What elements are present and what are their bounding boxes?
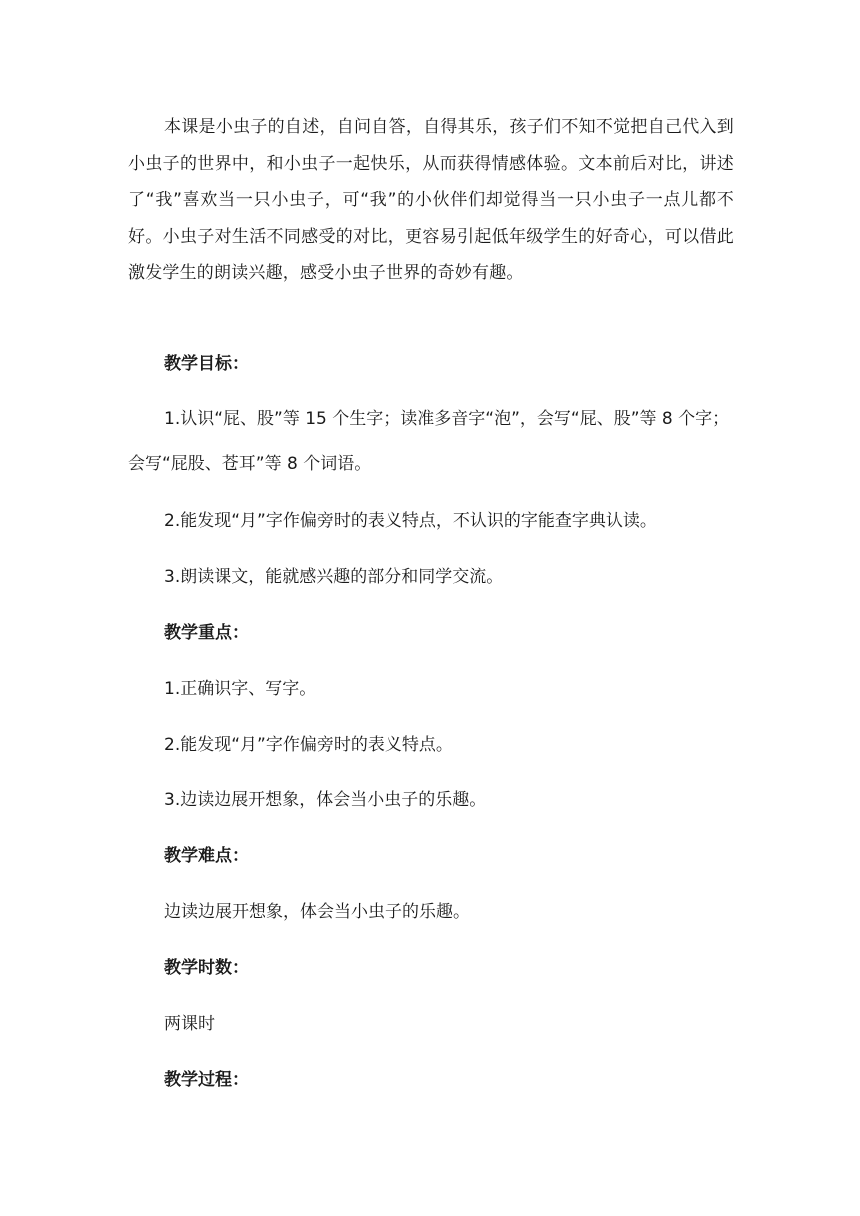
key-point-item-2: 2.能发现“月”字作偏旁时的表义特点。: [164, 735, 453, 755]
duration-text: 两课时: [164, 1014, 215, 1034]
key-point-item-3: 3.边读边展开想象，体会当小虫子的乐趣。: [164, 790, 487, 810]
objective-item-1: 1.认识“屁、股”等 15 个生字；读准多音字“泡”，会写“屁、股”等 8 个字；会写“屁股、苍耳”等 8 个词语。: [128, 409, 730, 474]
difficulties-heading: 教学难点：: [164, 846, 249, 866]
key-point-item-1: 1.正确识字、写字。: [164, 679, 317, 699]
key-points-heading: 教学重点：: [164, 623, 249, 643]
intro-paragraph: 本课是小虫子的自述，自问自答，自得其乐，孩子们不知不觉把自己代入到小虫子的世界中，和小虫子一起快乐，从而获得情感体验。文本前后对比，讲述了“我”喜欢当一只小虫子，可“我”的小伙伴们却觉得当一只小虫子一点儿都不好。小虫子对生活不同感受的对比，更容易引起低年级学生的好奇心，可以借此激发学生的朗读兴趣，感受小虫子世界的奇妙有趣。: [128, 117, 734, 283]
duration-heading: 教学时数：: [164, 958, 249, 978]
difficulties-text: 边读边展开想象，体会当小虫子的乐趣。: [164, 902, 470, 922]
objectives-heading: 教学目标：: [164, 354, 249, 374]
objective-item-3: 3.朗读课文，能就感兴趣的部分和同学交流。: [164, 567, 504, 587]
process-heading: 教学过程：: [164, 1070, 249, 1090]
objective-item-2: 2.能发现“月”字作偏旁时的表义特点，不认识的字能查字典认读。: [164, 511, 657, 531]
